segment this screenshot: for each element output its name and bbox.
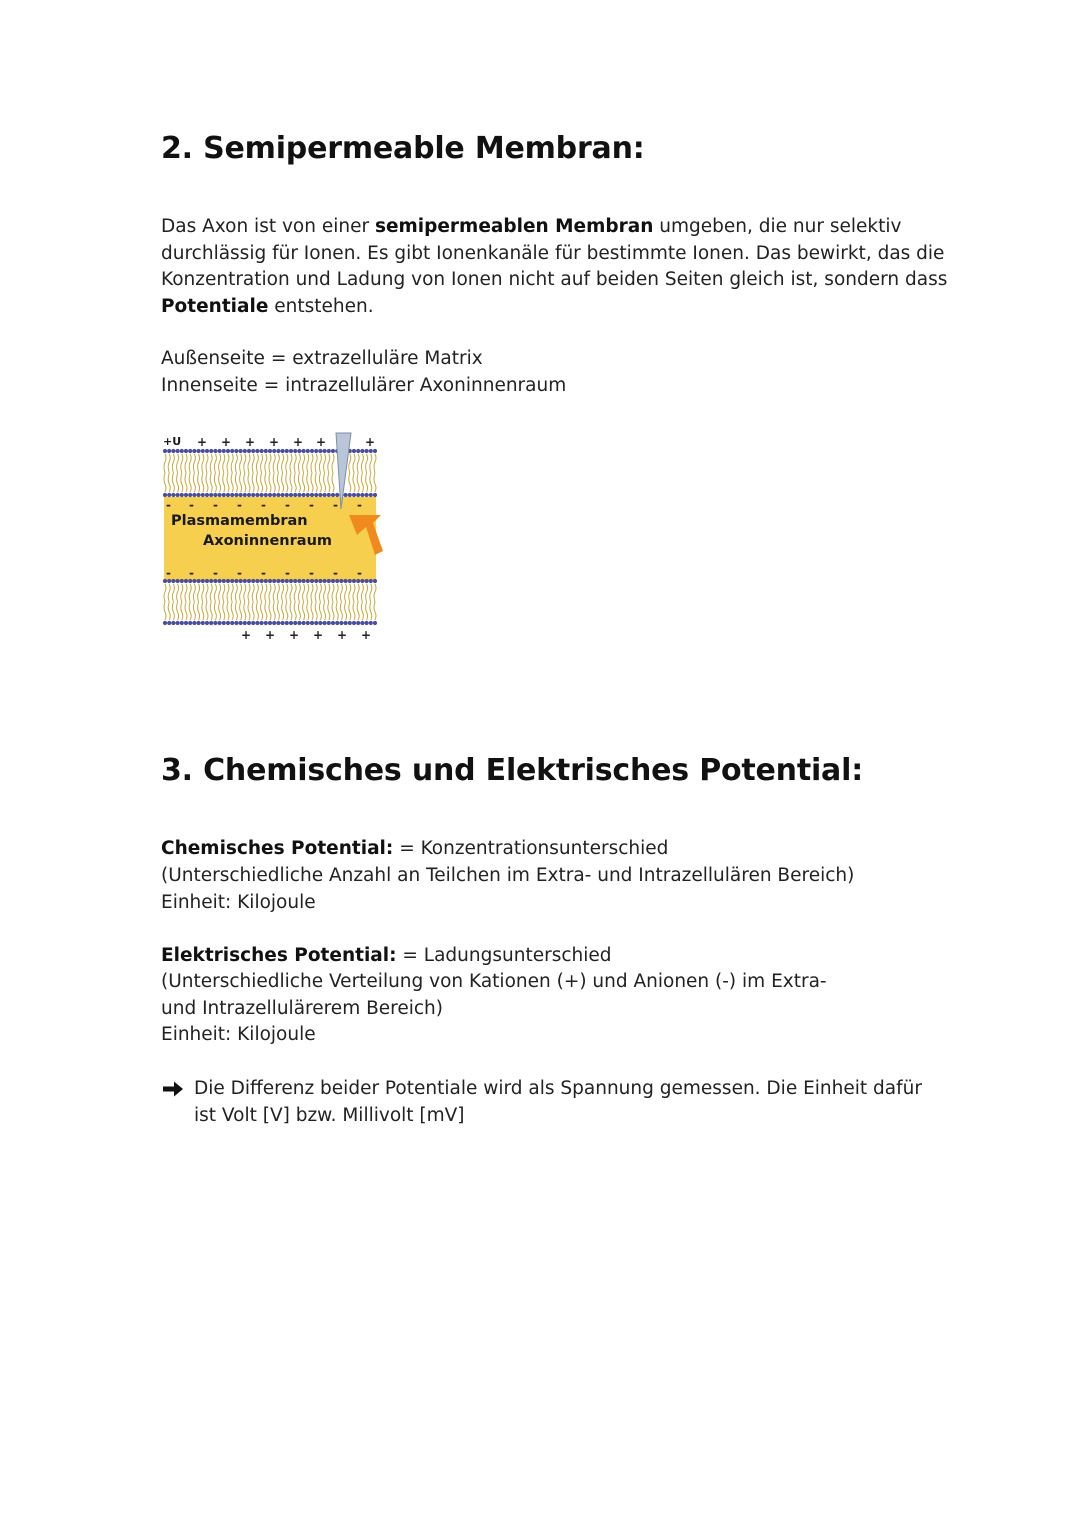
svg-text:-: -: [166, 566, 171, 580]
elec-potential-definition: = Ladungsunterschied: [396, 945, 612, 966]
membrane-paragraph: [161, 214, 961, 320]
elec-potential-label: Elektrisches Potential:: [161, 945, 397, 966]
chem-potential-definition: = Konzentrationsunterschied: [393, 838, 669, 859]
text-run: entstehen.: [268, 295, 374, 317]
chem-potential-description: (Unterschiedliche Anzahl an Teilchen im Extra- und Intrazellulären Bereich): [161, 865, 855, 886]
svg-text:+: +: [269, 435, 280, 449]
svg-text:-: -: [333, 566, 338, 580]
svg-text:+: +: [313, 628, 324, 642]
svg-text:-: -: [189, 498, 194, 512]
chem-potential-unit: Einheit: Kilojoule: [161, 892, 316, 913]
svg-text:-: -: [333, 498, 338, 512]
svg-text:+: +: [221, 435, 232, 449]
svg-text:+: +: [241, 628, 252, 642]
elec-potential-description: (Unterschiedliche Verteilung von Kationen (+) und Anionen (-) im Extra- und Intrazellulärerem Bereich): [161, 971, 827, 1019]
arrow-right-icon: [161, 1079, 185, 1099]
elec-potential-unit: Einheit: Kilojoule: [161, 1024, 316, 1045]
svg-text:+: +: [293, 435, 304, 449]
svg-text:-: -: [261, 498, 266, 512]
svg-text:-: -: [309, 566, 314, 580]
svg-text:+: +: [197, 435, 208, 449]
conclusion-text: Die Differenz beider Potentiale wird als Spannung gemessen. Die Einheit dafür ist Volt [V] bzw. Millivolt [mV]: [194, 1078, 922, 1126]
svg-text:-: -: [237, 498, 242, 512]
svg-text:-: -: [166, 498, 171, 512]
svg-text:-: -: [189, 566, 194, 580]
svg-text:-: -: [357, 566, 362, 580]
plasmamembran-label: Plasmamembran: [171, 513, 308, 529]
voltage-label: +U: [163, 435, 182, 448]
svg-text:+: +: [265, 628, 276, 642]
svg-text:+: +: [361, 628, 372, 642]
svg-text:-: -: [285, 566, 290, 580]
svg-text:+: +: [289, 628, 300, 642]
chem-potential-line: [161, 836, 961, 863]
bold-term-potentiale: Potentiale: [161, 295, 269, 317]
svg-text:-: -: [309, 498, 314, 512]
svg-text:-: -: [357, 498, 362, 512]
section-3-heading: 3. Chemisches und Elektrisches Potential:: [161, 753, 863, 788]
svg-text:-: -: [213, 498, 218, 512]
section-2-heading: 2. Semipermeable Membran:: [161, 131, 645, 166]
svg-text:-: -: [213, 566, 218, 580]
axoninnenraum-label: Axoninnenraum: [203, 533, 332, 549]
inner-side-line: Innenseite = intrazellulärer Axoninnenraum: [161, 375, 567, 396]
svg-text:-: -: [261, 566, 266, 580]
svg-text:-: -: [237, 566, 242, 580]
svg-text:+: +: [337, 628, 348, 642]
elec-potential-line: [161, 943, 961, 970]
chem-potential-label: Chemisches Potential:: [161, 838, 394, 859]
svg-text:-: -: [285, 498, 290, 512]
svg-text:+: +: [316, 435, 327, 449]
svg-text:+: +: [365, 435, 376, 449]
conclusion-item: [161, 1075, 931, 1129]
text-run: umgeben, die nur selektiv durchlässig für Ionen. Es gibt Ionenkanäle für bestimmte Ionen. Das bewirkt, das die Konzentration und Ladung von Ionen nicht auf beiden Seiten gleich ist, sondern dass: [161, 216, 948, 290]
outer-side-line: Außenseite = extrazelluläre Matrix: [161, 348, 483, 369]
svg-text:+: +: [245, 435, 256, 449]
text-run: Das Axon ist von einer: [161, 216, 375, 237]
bold-term-membrane: semipermeablen Membran: [374, 216, 654, 237]
membrane-diagram: [161, 431, 383, 643]
